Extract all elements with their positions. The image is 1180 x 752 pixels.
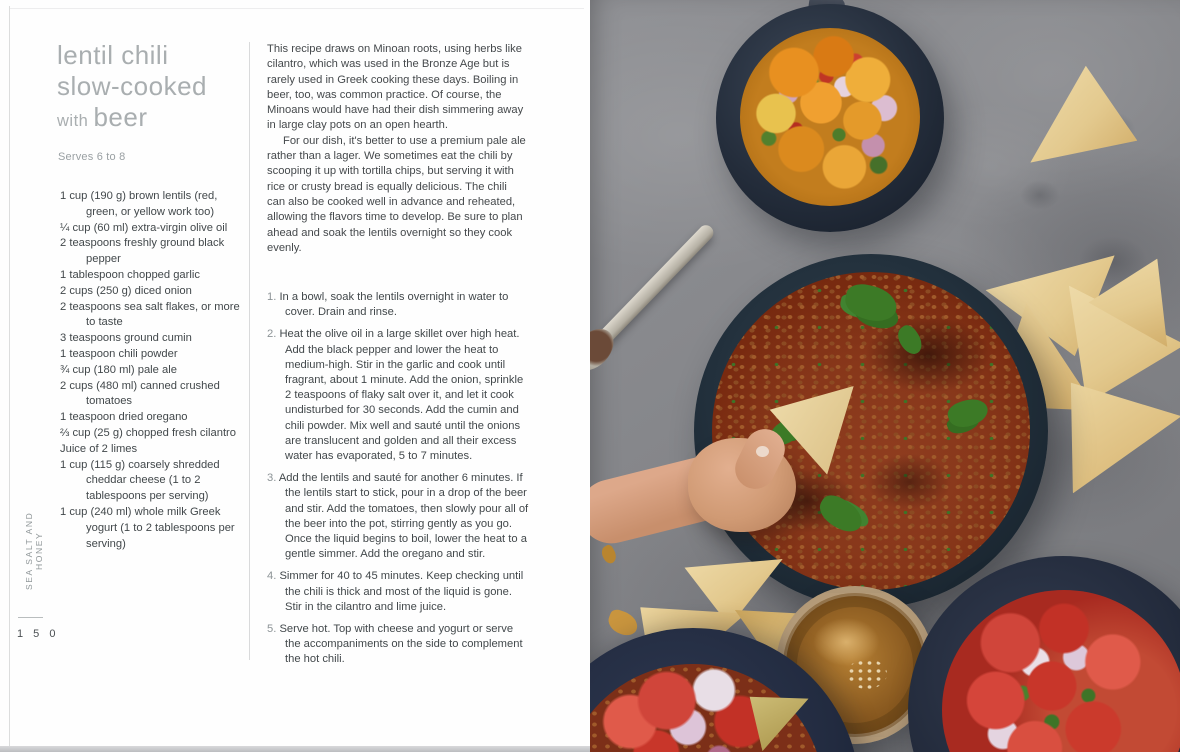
step-text: Simmer for 40 to 45 minutes. Keep checking until the chili is thick and most of the liquid is gone. Stir in the cilantro and lime juice. [279,570,524,613]
step-4 [267,569,531,615]
sidebar-rule [18,617,43,618]
serves-line: Serves 6 to 8 [58,151,126,163]
concrete-stain [1020,180,1060,210]
ingredient-item: 1 cup (240 ml) whole milk Greek yogurt (1 to 2 tablespoons per serving) [60,505,235,550]
page-edge-left [9,6,10,746]
intro-paragraph-2: For our dish, it's better to use a premium pale ale rather than a lager. We sometimes eat the chili by scooping it up with tortilla chips, but serving it with rice or crusty bread is equally delicious. The chili can also be cooked well in advance and reheated, allowing the flavors time to develop. Be sure to plan ahead and soak the lentils overnight so they cook evenly. [267,134,526,254]
step-text: Add the lentils and sauté for another 6 minutes. If the lentils start to stick, pour in a drop of the beer and stir. Add the tomatoes, then slowly pour all of the beer into the pot, stirring gently as you go. Once the liquid begins to boil, lower the heat to a gentle simmer. Add the oregano and stir. [278,472,529,561]
step-text: Serve hot. Top with cheese and yogurt or serve the accompaniments on the side to complement the hot chili. [279,623,523,666]
ingredient-item: 1 teaspoon chili powder [60,347,178,360]
ingredient-item: ¼ cup (60 ml) extra-virgin olive oil [60,221,228,234]
chapter-sidebar-label: SEA SALT AND HONEY [24,511,44,591]
step-number: 5. [267,623,277,636]
step-3 [267,471,531,562]
title-line-1: lentil chili [57,40,169,70]
title-line-2: slow-cooked [57,71,208,101]
step-number: 2. [267,328,277,341]
ingredient-item: 2 teaspoons sea salt flakes, or more to taste [60,300,240,329]
food-photo [590,0,1180,752]
spoon-handle [596,222,717,346]
ingredient-item: ¾ cup (180 ml) pale ale [60,363,177,376]
step-text: Heat the olive oil in a large skillet over high heat. Add the black pepper and lower the heat to medium-high. Stir in the garlic and cook until fragrant, about 1 minute. Add the onion, sprinkle 2 teaspoons of flaky salt over it, and let it cook undisturbed for 30 seconds. Add the cumin and chili powder. Mix well and sauté until the onions are translucent and golden and all their excess water has evaporated, 5 to 7 minutes. [279,328,524,463]
intro-paragraph-1: This recipe draws on Minoan roots, using herbs like cilantro, which was used in the Bronze Age but is rarely used in Greek cooking these days. Boiling in beer, too, was common practice. Of course, the Minoans would have had their dish simmering away in large clay pots on an open hearth. [267,43,524,132]
step-text: In a bowl, soak the lentils overnight in water to cover. Drain and rinse. [279,291,509,319]
step-1 [267,290,531,320]
ingredient-item: 1 cup (115 g) coarsely shredded cheddar cheese (1 to 2 tablespoons per serving) [60,458,220,503]
ingredient-item: 3 teaspoons ground cumin [60,332,192,345]
chip-crumb [605,608,641,639]
step-number: 3. [267,472,277,485]
ingredient-item: 1 tablespoon chopped garlic [60,268,200,281]
title-word-with: with [57,112,94,130]
ingredients-list [60,189,252,552]
beer-bubbles [847,659,887,689]
column-divider [249,42,250,660]
intro-text [267,42,527,256]
page-edge-bottom [0,746,590,752]
ingredient-item: Juice of 2 limes [60,442,138,455]
ingredient-item: 2 teaspoons freshly ground black pepper [60,237,225,266]
thumb-nail [756,446,769,457]
page-edge-top [9,8,584,9]
ingredient-item: 1 cup (190 g) brown lentils (red, green, or yellow work too) [60,190,218,218]
step-number: 1. [267,291,277,303]
recipe-title [57,40,207,137]
ingredient-item: 2 cups (250 g) diced onion [60,284,192,297]
step-number: 4. [267,570,277,583]
method-steps [267,290,531,675]
title-line-3 [57,102,207,137]
chip-crumb [599,543,619,565]
ingredient-item: 1 teaspoon dried oregano [60,411,188,424]
step-2 [267,327,531,464]
orange-salad [740,28,920,206]
title-word-beer: beer [93,102,148,132]
ingredient-item: 2 cups (480 ml) canned crushed tomatoes [60,379,220,408]
step-5 [267,622,531,668]
ingredient-item: ⅔ cup (25 g) chopped fresh cilantro [60,426,236,439]
page-number: 1 5 0 [17,628,59,640]
